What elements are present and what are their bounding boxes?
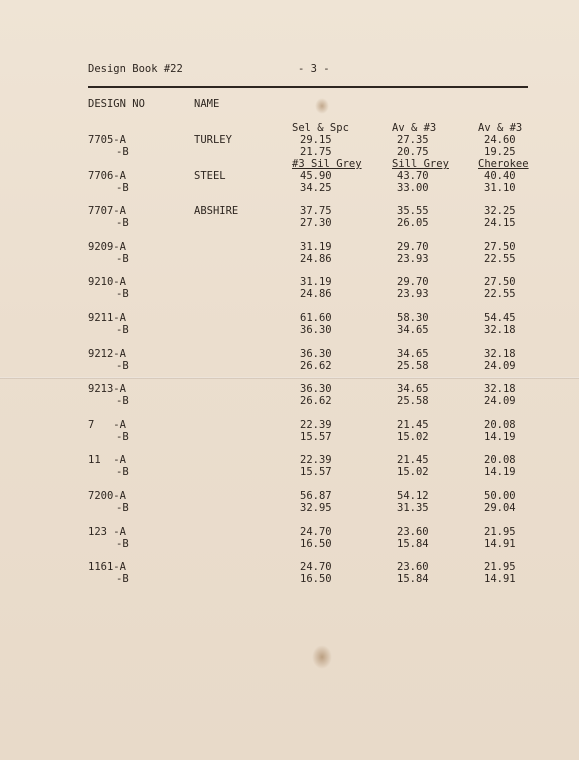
price-cherokee-b: 19.25	[484, 146, 516, 158]
price-sel-spc-a: 61.60	[300, 312, 332, 324]
price-cherokee-a: 21.95	[484, 526, 516, 538]
price-sel-spc-b: 15.57	[300, 431, 332, 443]
price-cherokee-a: 40.40	[484, 170, 516, 182]
design-number-a: 7706-A	[88, 170, 126, 182]
design-number-a: 9211-A	[88, 312, 126, 324]
price-sill-grey-b: 31.35	[397, 502, 429, 514]
design-number-b: -B	[116, 182, 129, 194]
price-cherokee-b: 24.15	[484, 217, 516, 229]
design-number-a: 123 -A	[88, 526, 126, 538]
price-sel-spc-b: 24.86	[300, 288, 332, 300]
price-sill-grey-a: 34.65	[397, 383, 429, 395]
price-sill-grey-b: 25.58	[397, 360, 429, 372]
price-sill-grey-b: 25.58	[397, 395, 429, 407]
paper-fold-crease	[0, 377, 579, 379]
page-number: - 3 -	[298, 63, 330, 75]
header-rule	[88, 86, 528, 88]
design-number-a: 7707-A	[88, 205, 126, 217]
design-number-a: 9209-A	[88, 241, 126, 253]
price-sill-grey-b: 23.93	[397, 253, 429, 265]
price-cherokee-a: 32.18	[484, 348, 516, 360]
price-sel-spc-b: 26.62	[300, 395, 332, 407]
price-sill-grey-a: 21.45	[397, 419, 429, 431]
price-sel-spc-a: 22.39	[300, 419, 332, 431]
column-header-line: Cherokee	[478, 158, 529, 170]
design-number-a: 7705-A	[88, 134, 126, 146]
price-sel-spc-b: 27.30	[300, 217, 332, 229]
column-header-line: Av & #3	[392, 122, 437, 134]
column-header-line: Av & #3	[478, 122, 523, 134]
price-sel-spc-a: 22.39	[300, 454, 332, 466]
price-cherokee-b: 14.91	[484, 538, 516, 550]
column-header-design-no: DESIGN NO	[88, 98, 145, 110]
price-cherokee-a: 24.60	[484, 134, 516, 146]
price-cherokee-b: 24.09	[484, 395, 516, 407]
design-number-b: -B	[116, 253, 129, 265]
price-cherokee-a: 27.50	[484, 276, 516, 288]
design-number-a: 9212-A	[88, 348, 126, 360]
price-sill-grey-a: 34.65	[397, 348, 429, 360]
price-sel-spc-b: 21.75	[300, 146, 332, 158]
design-number-a: 7200-A	[88, 490, 126, 502]
price-sel-spc-b: 16.50	[300, 573, 332, 585]
design-name: ABSHIRE	[194, 205, 239, 217]
design-number-b: -B	[116, 146, 129, 158]
design-name: TURLEY	[194, 134, 232, 146]
price-sill-grey-b: 15.84	[397, 538, 429, 550]
price-sill-grey-b: 33.00	[397, 182, 429, 194]
design-number-b: -B	[116, 538, 129, 550]
design-number-b: -B	[116, 217, 129, 229]
price-sel-spc-a: 36.30	[300, 383, 332, 395]
price-cherokee-a: 21.95	[484, 561, 516, 573]
price-sill-grey-a: 54.12	[397, 490, 429, 502]
price-sel-spc-b: 26.62	[300, 360, 332, 372]
price-sel-spc-b: 32.95	[300, 502, 332, 514]
price-sill-grey-b: 15.84	[397, 573, 429, 585]
price-sel-spc-a: 37.75	[300, 205, 332, 217]
price-sel-spc-b: 16.50	[300, 538, 332, 550]
price-sill-grey-b: 23.93	[397, 288, 429, 300]
price-sel-spc-b: 36.30	[300, 324, 332, 336]
price-sel-spc-a: 31.19	[300, 276, 332, 288]
price-sill-grey-a: 58.30	[397, 312, 429, 324]
price-sel-spc-b: 34.25	[300, 182, 332, 194]
price-cherokee-a: 20.08	[484, 454, 516, 466]
design-number-b: -B	[116, 324, 129, 336]
design-number-a: 9210-A	[88, 276, 126, 288]
design-number-b: -B	[116, 360, 129, 372]
price-sill-grey-b: 34.65	[397, 324, 429, 336]
design-number-b: -B	[116, 573, 129, 585]
price-sill-grey-a: 21.45	[397, 454, 429, 466]
price-sel-spc-a: 56.87	[300, 490, 332, 502]
price-sel-spc-b: 24.86	[300, 253, 332, 265]
price-sill-grey-b: 20.75	[397, 146, 429, 158]
price-cherokee-a: 50.00	[484, 490, 516, 502]
design-name: STEEL	[194, 170, 226, 182]
price-sill-grey-a: 27.35	[397, 134, 429, 146]
price-sel-spc-b: 15.57	[300, 466, 332, 478]
design-number-a: 9213-A	[88, 383, 126, 395]
price-cherokee-a: 54.45	[484, 312, 516, 324]
price-sel-spc-a: 24.70	[300, 526, 332, 538]
price-cherokee-a: 32.25	[484, 205, 516, 217]
price-cherokee-b: 24.09	[484, 360, 516, 372]
price-cherokee-a: 27.50	[484, 241, 516, 253]
price-cherokee-b: 14.91	[484, 573, 516, 585]
design-number-b: -B	[116, 502, 129, 514]
column-header-line: Sill Grey	[392, 158, 449, 170]
price-cherokee-b: 14.19	[484, 466, 516, 478]
design-number-b: -B	[116, 288, 129, 300]
price-cherokee-b: 29.04	[484, 502, 516, 514]
price-cherokee-a: 32.18	[484, 383, 516, 395]
design-number-b: -B	[116, 431, 129, 443]
price-cherokee-b: 32.18	[484, 324, 516, 336]
paper-stain	[312, 645, 332, 669]
price-sill-grey-a: 29.70	[397, 276, 429, 288]
price-sill-grey-a: 35.55	[397, 205, 429, 217]
column-header-line: Sel & Spc	[292, 122, 349, 134]
column-header-line: #3 Sil Grey	[292, 158, 362, 170]
price-sill-grey-a: 23.60	[397, 526, 429, 538]
price-cherokee-a: 20.08	[484, 419, 516, 431]
column-header-name: NAME	[194, 98, 220, 110]
price-sill-grey-a: 29.70	[397, 241, 429, 253]
design-number-a: 1161-A	[88, 561, 126, 573]
design-number-a: 7 -A	[88, 419, 126, 431]
price-sill-grey-b: 26.05	[397, 217, 429, 229]
price-cherokee-b: 14.19	[484, 431, 516, 443]
design-number-b: -B	[116, 466, 129, 478]
price-sel-spc-a: 31.19	[300, 241, 332, 253]
document-title: Design Book #22	[88, 63, 183, 75]
price-cherokee-b: 31.10	[484, 182, 516, 194]
price-sel-spc-a: 29.15	[300, 134, 332, 146]
price-sill-grey-b: 15.02	[397, 431, 429, 443]
price-cherokee-b: 22.55	[484, 253, 516, 265]
price-sel-spc-a: 36.30	[300, 348, 332, 360]
price-sel-spc-a: 45.90	[300, 170, 332, 182]
price-sill-grey-a: 43.70	[397, 170, 429, 182]
design-number-b: -B	[116, 395, 129, 407]
price-sel-spc-a: 24.70	[300, 561, 332, 573]
design-number-a: 11 -A	[88, 454, 126, 466]
price-sill-grey-a: 23.60	[397, 561, 429, 573]
price-cherokee-b: 22.55	[484, 288, 516, 300]
price-sill-grey-b: 15.02	[397, 466, 429, 478]
